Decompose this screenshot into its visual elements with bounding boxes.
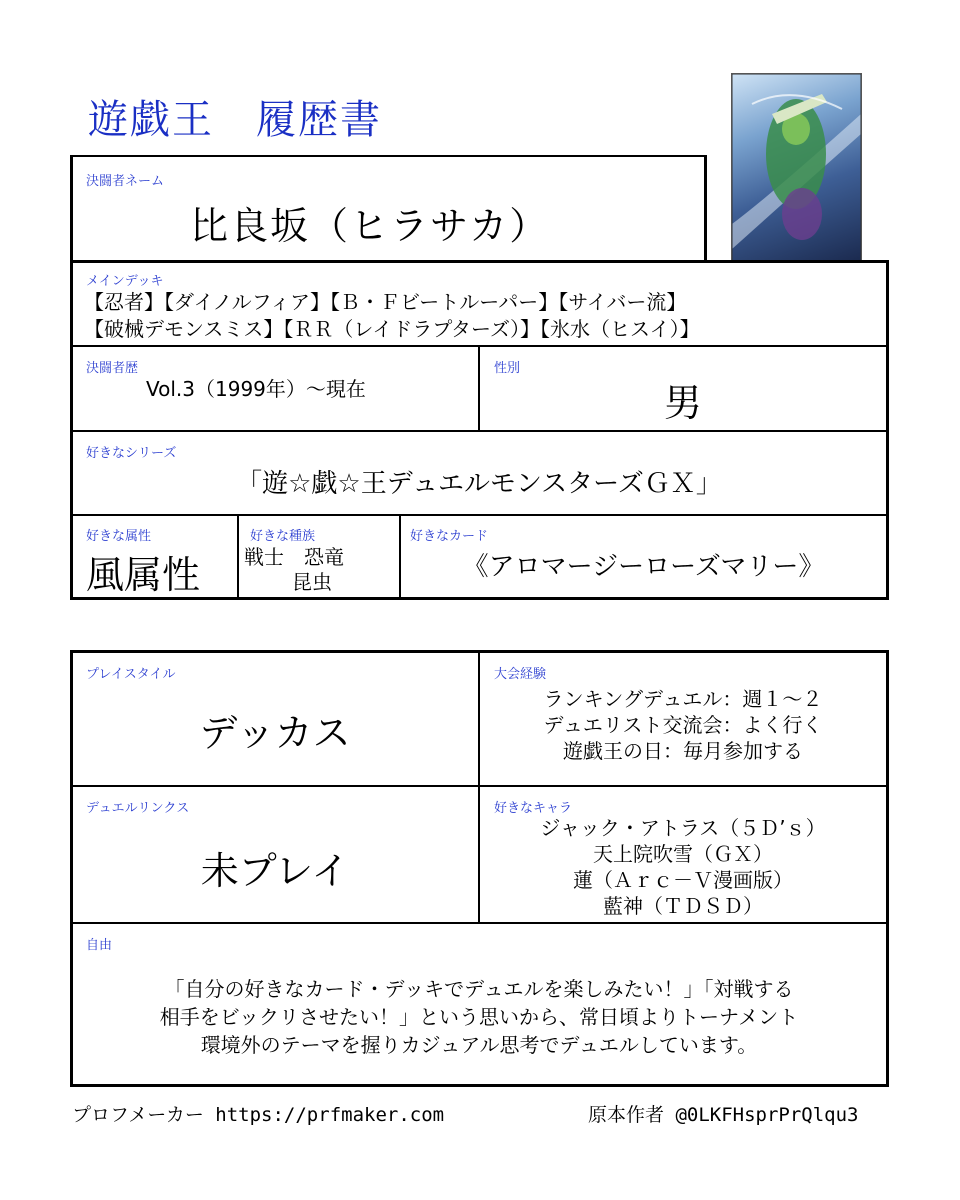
series-label: 好きなシリーズ xyxy=(86,446,177,461)
divider xyxy=(237,514,239,599)
gender-value: 男 xyxy=(663,381,702,425)
name-label: 決闘者ネーム xyxy=(86,174,165,189)
gender-label: 性別 xyxy=(494,361,521,376)
links-value: 未プレイ xyxy=(200,849,350,893)
race-line-2: 昆虫 xyxy=(292,570,332,594)
deck-line-1: 【忍者】【ダイノルフィア】【Ｂ・Ｆビートルーパー】【サイバー流】 xyxy=(84,290,687,314)
tournament-line: デュエリスト交流会：よく行く xyxy=(543,713,823,737)
free-line: 環境外のテーマを握りカジュアル思考でデュエルしています。 xyxy=(200,1033,758,1057)
style-label: プレイスタイル xyxy=(86,667,176,682)
style-value: デッカス xyxy=(199,711,351,755)
tournament-line: 遊戯王の日：毎月参加する xyxy=(563,739,803,763)
history-label: 決闘者歴 xyxy=(86,361,139,376)
chara-label: 好きなキャラ xyxy=(494,801,573,816)
attribute-label: 好きな属性 xyxy=(86,529,152,544)
divider xyxy=(70,155,73,600)
card-label: 好きなカード xyxy=(410,529,489,544)
links-label: デュエルリンクス xyxy=(86,801,190,816)
race-line-1: 戦士 恐竜 xyxy=(244,545,344,569)
divider xyxy=(70,514,889,516)
deck-label: メインデッキ xyxy=(86,274,164,289)
series-value: 「遊☆戯☆王デュエルモンスターズＧＸ」 xyxy=(236,469,722,499)
card-value: 《アロマージーローズマリー》 xyxy=(462,552,825,582)
attribute-value: 風属性 xyxy=(86,553,201,597)
free-label: 自由 xyxy=(86,938,113,953)
chara-line: ジャック・アトラス（５Ｄ’ｓ） xyxy=(540,816,826,840)
deck-line-2: 【破械デモンスミス】【ＲＲ（レイドラプターズ）】【氷水（ヒスイ）】 xyxy=(84,317,700,341)
name-value: 比良坂（ヒラサカ） xyxy=(190,204,550,248)
free-text xyxy=(72,975,886,1059)
tournament-line: ランキングデュエル：週１～２ xyxy=(543,687,823,711)
race-label: 好きな種族 xyxy=(250,529,316,544)
divider xyxy=(70,155,707,157)
chara-list xyxy=(480,815,886,919)
free-line: 相手をビックリさせたい！」という思いから、常日頃よりトーナメント xyxy=(159,1005,799,1029)
divider xyxy=(704,155,707,262)
footer-left: プロフメーカー https://prfmaker.com xyxy=(72,1104,445,1126)
free-line: 「自分の好きなカード・デッキでデュエルを楽しみたい！」「対戦する xyxy=(164,977,794,1001)
tournament-label: 大会経験 xyxy=(494,667,547,682)
tournament-list xyxy=(480,686,886,764)
footer-right: 原本作者 @0LKFHsprPrQlqu3 xyxy=(588,1104,859,1126)
page-title: 遊戯王 履歴書 xyxy=(88,97,382,143)
divider xyxy=(70,260,889,263)
chara-line: 天上院吹雪（ＧＸ） xyxy=(593,842,773,866)
chara-line: 蓮（Ａｒｃ－Ｖ漫画版） xyxy=(573,868,793,892)
chara-line: 藍神（ＴＤＳＤ） xyxy=(603,894,763,918)
history-value: Vol.3（1999年）～現在 xyxy=(146,377,366,401)
